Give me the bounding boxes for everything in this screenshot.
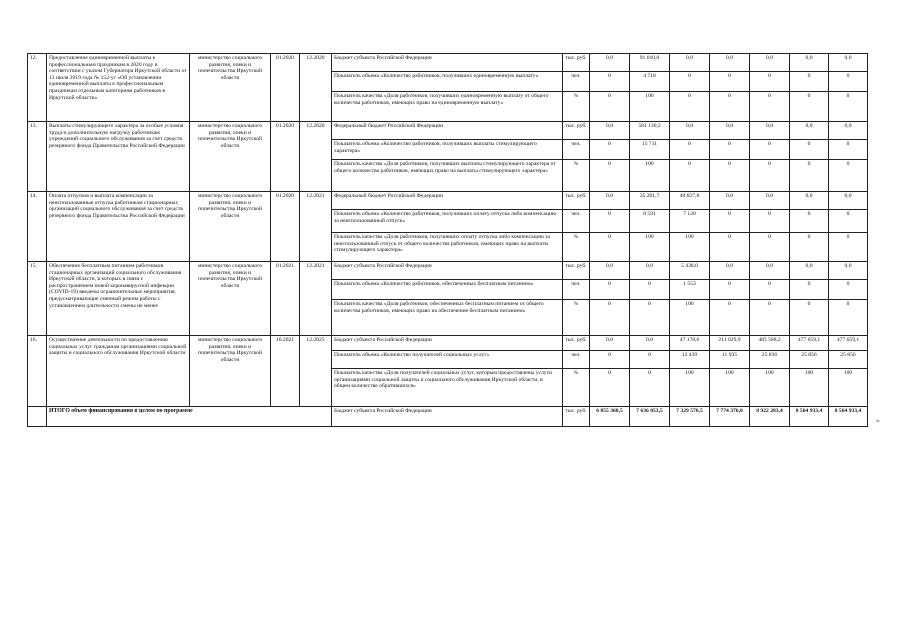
executor: министерство социального развития, опеки и попечительства Иркутской области [190,192,271,262]
unit-cell: чел. [563,351,590,369]
value-cell: 100 [630,233,670,262]
indicator-text: Показатель качества «Доля работников, получивших единовременную выплату от общего количества работников, имеющих право на единовременную выплату» [332,92,563,122]
value-cell: 0 [829,72,868,92]
unit-cell: % [563,92,590,122]
value-cell: 91 010,0 [630,54,670,72]
value-cell: 0,0 [590,54,630,72]
start-date: 01.2020 [271,54,300,122]
value-cell: 0 [750,210,790,233]
total-value-cell: 6 855 368,5 [590,407,630,427]
indicator-text: Бюджет субъекта Российской Федерации [332,262,563,280]
value-cell: 0,0 [590,262,630,280]
start-date: 01.2020 [271,192,300,262]
row-number: 14. [28,192,47,262]
value-cell: 0 [630,351,670,369]
start-date: 10.2021 [271,336,300,407]
value-cell: 0,0 [790,122,829,140]
value-cell: 0 [710,160,750,192]
value-cell: 25 856 [829,351,868,369]
table-row [28,262,868,280]
closing-quote-mark: ». [876,418,881,424]
value-cell: 0 [630,280,670,300]
value-cell: 12 439 [670,351,710,369]
value-cell: 0,0 [829,192,868,210]
value-cell: 0 [750,233,790,262]
total-value-cell: 8 564 933,4 [790,407,829,427]
value-cell: 0 [670,72,710,92]
value-cell: 0 [750,140,790,160]
value-cell: 0 [590,140,630,160]
value-cell: 0,0 [790,192,829,210]
value-cell: 0,0 [670,54,710,72]
value-cell: 7 120 [670,210,710,233]
value-cell: 11 935 [710,351,750,369]
total-value-cell: 8 564 933,4 [829,407,868,427]
value-cell: 0,0 [710,54,750,72]
value-cell: 25 836 [750,351,790,369]
unit-cell: тыс. руб. [563,336,590,351]
value-cell: 0 [590,72,630,92]
value-cell: 0 [590,369,630,407]
value-cell: 100 [790,369,829,407]
total-value-cell: 8 922 283,4 [750,407,790,427]
total-row [28,407,868,427]
total-indicator: Бюджет субъекта Российской Федерации [332,407,563,427]
value-cell: 0,0 [590,336,630,351]
program-table [27,53,868,427]
indicator-text: Федеральный бюджет Российской Федерации [332,122,563,140]
unit-cell: % [563,369,590,407]
value-cell: 0 [590,351,630,369]
value-cell: 5 438,0 [670,262,710,280]
value-cell: 25 856 [790,351,829,369]
indicator-text: Бюджет субъекта Российской Федерации [332,336,563,351]
value-cell: 581 130,2 [630,122,670,140]
measure-name: Выплаты стимулирующего характера за особые условия труда и дополнительную нагрузку работникам учреждений социального обслуживания за счет средств резервного фонда Правительства Российской Федерации [47,122,190,192]
value-cell: 100 [670,300,710,336]
value-cell: 0 [790,233,829,262]
indicator-text: Показатель качества «Доля работников, получивших оплату отпуска либо компенсацию за неиспользованный отпуск от общего количества работников, имеющих право на выплаты стимулирующего характера» [332,233,563,262]
row-number: 15. [28,262,47,336]
measure-name: Предоставление единовременной выплаты к профессиональным праздникам в 2020 году в соответствии с указом Губернатора Иркутской области от 13 июля 2019 года № 152-уг «Об установлении единовременной выплаты к профессиональным праздникам отдельным категориям работников в Иркутской области» [47,54,190,122]
total-unit: тыс. руб. [563,407,590,427]
value-cell: 0,0 [590,122,630,140]
value-cell: 0 [670,160,710,192]
value-cell: 477 659,1 [829,336,868,351]
value-cell: 0,0 [710,122,750,140]
value-cell: 0 [590,300,630,336]
value-cell: 0 [790,92,829,122]
unit-cell: % [563,300,590,336]
table-row [28,54,868,72]
end-date: 12.2025 [300,336,332,407]
value-cell: 1 553 [670,280,710,300]
unit-cell: чел. [563,210,590,233]
value-cell: 35 201,7 [630,192,670,210]
value-cell: 0 [710,140,750,160]
value-cell: 100 [710,369,750,407]
value-cell: 0 [829,300,868,336]
unit-cell: чел. [563,140,590,160]
unit-cell: тыс. руб. [563,262,590,280]
value-cell: 0,0 [590,192,630,210]
value-cell: 0,0 [790,54,829,72]
unit-cell: % [563,160,590,192]
value-cell: 0,0 [829,262,868,280]
value-cell: 0 [590,160,630,192]
value-cell: 0,0 [710,262,750,280]
value-cell: 4 718 [630,72,670,92]
value-cell: 0 [829,160,868,192]
value-cell: 0 [710,233,750,262]
value-cell: 0 [590,92,630,122]
unit-cell: тыс. руб. [563,192,590,210]
row-number: 13. [28,122,47,192]
measure-name: Обеспечение бесплатным питанием работников стационарных организаций социального обслуживания Иркутской области, в которых в связи с распространением новой коронавирусной инфекции (COVID-19) введены ограничительные мероприятия, предусматривающие сменный режим работы с установлением длительности смены не менее [47,262,190,336]
indicator-text: Показатель объема «Количество работников, получивших выплаты стимулирующего характера» [332,140,563,160]
value-cell: 0,0 [750,54,790,72]
value-cell: 0 [829,280,868,300]
value-cell: 0 [790,160,829,192]
value-cell: 0,0 [829,122,868,140]
row-number: 16. [28,336,47,407]
value-cell: 0 [829,92,868,122]
value-cell: 0 [630,300,670,336]
value-cell: 0 [710,92,750,122]
value-cell: 40 827,8 [670,192,710,210]
value-cell: 0 [670,140,710,160]
value-cell: 0 [790,300,829,336]
value-cell: 0 [710,72,750,92]
indicator-text: Показатель объема «Количество работников, обеспеченных бесплатным питанием» [332,280,563,300]
value-cell: 0,0 [790,262,829,280]
unit-cell: чел. [563,280,590,300]
unit-cell: тыс. руб. [563,122,590,140]
total-label: ИТОГО объем финансирования в целом по программе [47,407,332,427]
value-cell: 0 [710,210,750,233]
value-cell: 100 [630,92,670,122]
value-cell: 100 [670,233,710,262]
end-date: 12.2021 [300,262,332,336]
value-cell: 0,0 [630,336,670,351]
program-table-body [28,54,868,427]
unit-cell: чел. [563,72,590,92]
value-cell: 100 [670,369,710,407]
table-row [28,336,868,351]
value-cell: 0 [750,92,790,122]
end-date: 12.2020 [300,54,332,122]
value-cell: 100 [750,369,790,407]
start-date: 01.2020 [271,122,300,192]
indicator-text: Показатель объема «Количество работников, получивших оплату отпуска либо компенсацию за неиспользованный отпуск» [332,210,563,233]
executor: министерство социального развития, опеки и попечительства Иркутской области [190,122,271,192]
value-cell: 0 [590,233,630,262]
total-empty-cell [28,407,47,427]
value-cell: 0,0 [630,262,670,280]
value-cell: 15 711 [630,140,670,160]
unit-cell: % [563,233,590,262]
executor: министерство социального развития, опеки и попечительства Иркутской области [190,54,271,122]
unit-cell: тыс. руб. [563,54,590,72]
table-row [28,192,868,210]
indicator-text: Показатель качества «Доля работников, обеспеченных бесплатным питанием от общего количества работников, имеющих право на обеспечение бесплатным питанием» [332,300,563,336]
value-cell: 0,0 [829,54,868,72]
value-cell: 0 [829,233,868,262]
value-cell: 0 [790,140,829,160]
total-value-cell: 7 329 576,5 [670,407,710,427]
value-cell: 0 [790,72,829,92]
executor: министерство социального развития, опеки и попечительства Иркутской области [190,336,271,407]
value-cell: 0 [750,160,790,192]
value-cell: 0 [670,92,710,122]
value-cell: 0 [750,280,790,300]
value-cell: 100 [630,160,670,192]
indicator-text: Показатель объема «Количество получателей социальных услуг» [332,351,563,369]
value-cell: 0 [590,280,630,300]
row-number: 12. [28,54,47,122]
value-cell: 0 [829,140,868,160]
value-cell: 8 591 [630,210,670,233]
value-cell: 0 [790,280,829,300]
value-cell: 0,0 [750,122,790,140]
value-cell: 0,0 [670,122,710,140]
value-cell: 0 [750,72,790,92]
value-cell: 0 [790,210,829,233]
indicator-text: Показатель качества «Доля получателей социальных услуг, которым предоставлены услуги организациями социальной защиты и социального обслуживания Иркутской области, в общем количестве обратившихся» [332,369,563,407]
measure-name: Осуществление деятельности по предоставлению социальных услуг гражданам организациями социальной защиты и социального обслуживания Иркутской области [47,336,190,407]
value-cell: 0,0 [750,192,790,210]
value-cell: 0 [710,280,750,300]
total-value-cell: 7 774 376,0 [710,407,750,427]
value-cell: 47 178,6 [670,336,710,351]
end-date: 12.2020 [300,122,332,192]
value-cell: 0,0 [710,192,750,210]
total-value-cell: 7 636 053,5 [630,407,670,427]
value-cell: 0 [829,210,868,233]
value-cell: 0 [750,300,790,336]
value-cell: 477 659,1 [790,336,829,351]
indicator-text: Показатель объема «Количество работников, получивших единовременную выплату» [332,72,563,92]
value-cell: 485 588,2 [750,336,790,351]
executor: министерство социального развития, опеки и попечительства Иркутской области [190,262,271,336]
value-cell: 0 [590,210,630,233]
value-cell: 211 029,9 [710,336,750,351]
table-row [28,122,868,140]
end-date: 12.2021 [300,192,332,262]
value-cell: 100 [829,369,868,407]
value-cell: 0 [630,369,670,407]
indicator-text: Бюджет субъекта Российской Федерации [332,54,563,72]
measure-name: Оплата отпусков и выплата компенсации за неиспользованные отпуска работникам стационарных организаций социального обслуживания за счет средств резервного фонда Правительства Российской Федерации [47,192,190,262]
start-date: 01.2021 [271,262,300,336]
indicator-text: Федеральный бюджет Российской Федерации [332,192,563,210]
value-cell: 0,0 [750,262,790,280]
indicator-text: Показатель качества «Доля работников, получивших выплаты стимулирующего характера от общего количества работников, имеющих право на выплаты стимулирующего характера» [332,160,563,192]
value-cell: 0 [710,300,750,336]
